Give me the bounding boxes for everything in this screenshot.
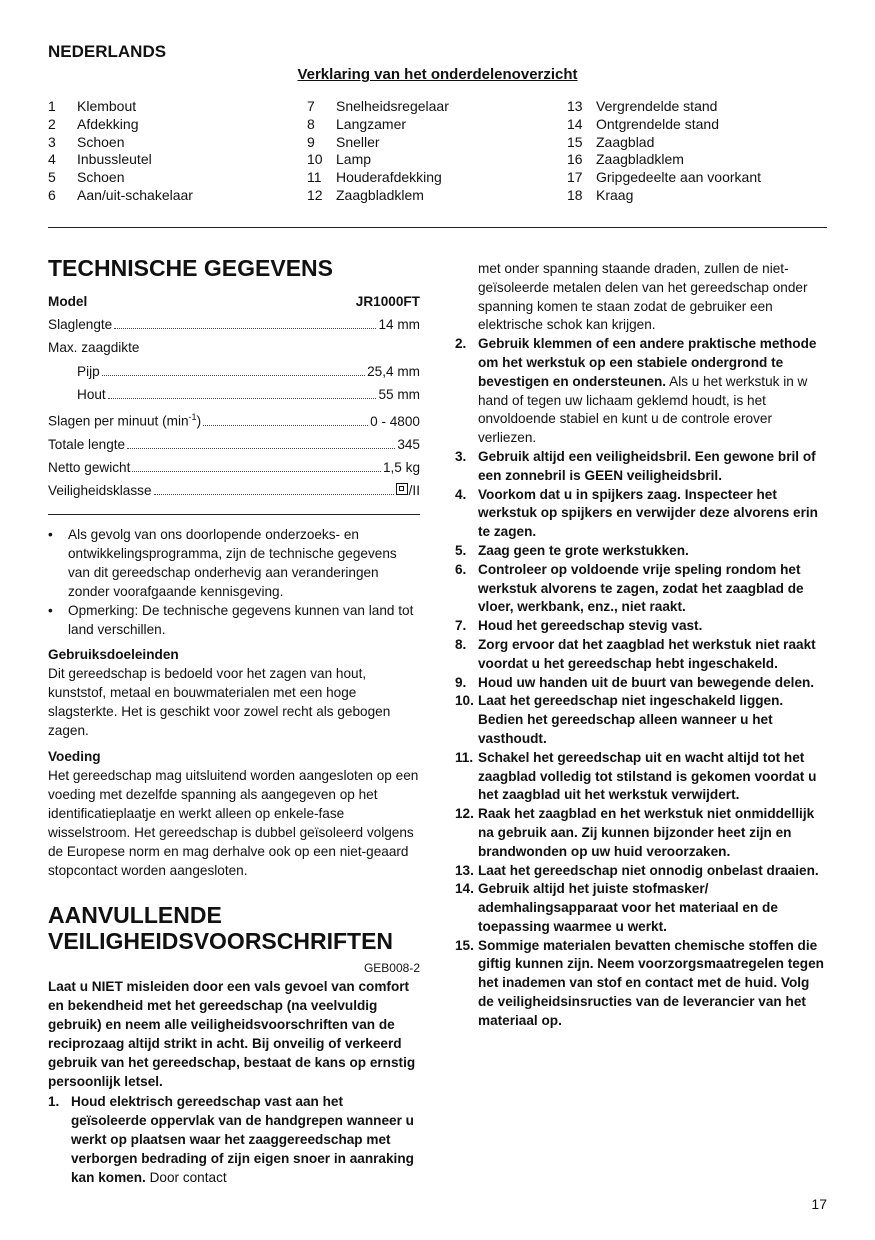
list-item: 14. Gebruik altijd het juiste stofmasker/ ademhalingsapparaat voor het materiaal en de toepassing waarmee u werkt. (455, 881, 778, 934)
parts-row (48, 98, 193, 116)
spec-value: 1,5 kg (382, 459, 420, 475)
list-item: 5. Zaag geen te grote werkstukken. (455, 542, 689, 558)
leader-dots (132, 471, 381, 472)
left-column (48, 255, 420, 1187)
spec-value: JR1000FT (355, 294, 420, 309)
spec-value: 0 - 4800 (370, 413, 420, 429)
spec-row-class (48, 479, 420, 502)
spec-label: Model (48, 294, 88, 309)
parts-column-2 (307, 98, 449, 205)
parts-row (307, 169, 449, 187)
list-item: 7. Houd het gereedschap stevig vast. (455, 618, 703, 634)
parts-row (307, 98, 449, 116)
leader-dots (108, 398, 377, 399)
list-item: • Als gevolg van ons doorlopende onderzoeks- en ontwikkelingsprogramma, zijn de technische gegevens van dit gereedschap onderhevig aan veranderingen zonder voorafgaande kennisgeving. (48, 525, 420, 601)
spec-notes (48, 525, 420, 639)
part-label: Langzamer (336, 115, 407, 132)
leader-dots (203, 425, 368, 426)
list-item: • Opmerking: De technische gegevens kunnen van land tot land verschillen. (48, 601, 420, 639)
part-number: 4 (48, 151, 56, 168)
list-item: 1. Houd elektrisch gereedschap vast aan het geïsoleerde oppervlak van de handgrepen wanneer u werkt op plaatsen waar het zaaggereedschap met verborgen bedrading of zijn eigen snoer in aanraking kan komen. Door contact (48, 1094, 414, 1185)
intended-use-text: Dit gereedschap is bedoeld voor het zagen van hout, kunststof, metaal en bouwmaterialen met een hoge slagsterkte. Het is geschikt voor zowel recht als gebogen zagen. (48, 666, 391, 739)
spec-row-length (48, 433, 420, 456)
part-number: 14 (567, 115, 583, 132)
part-label: Zaagbladklem (596, 151, 684, 168)
part-label: Snelheidsregelaar (336, 98, 449, 114)
list-item: 10. Laat het gereedschap niet ingeschakeld liggen. Bedien het gereedschap alleen wanneer u het vasthoudt. (455, 693, 784, 746)
spec-label: Totale lengte (48, 436, 126, 452)
spec-row-weight (48, 456, 420, 479)
part-label: Zaagbladklem (336, 186, 424, 203)
part-label: Zaagblad (596, 133, 655, 150)
part-number: 13 (567, 98, 583, 114)
list-item: 9. Houd uw handen uit de buurt van bewegende delen. (455, 674, 815, 690)
list-item: 15. Sommige materialen bevatten chemische stoffen die giftig kunnen zijn. Neem voorzorgsmaatregelen tegen het inademen van stof en contact met de huid. Volg de veiligheidsinsructies van de leverancier van het materiaal op. (455, 937, 824, 1028)
parts-column-3 (567, 98, 761, 205)
list-item: 12. Raak het zaagblad en het werkstuk niet onmiddellijk na gebruik aan. Zij kunnen bijzonder heet zijn en brandwonden op uw huid veroorzaken. (455, 806, 815, 859)
right-column (455, 260, 827, 1031)
part-number: 18 (567, 186, 583, 203)
double-insulation-icon (396, 483, 408, 495)
parts-row (567, 116, 761, 134)
parts-row (48, 116, 193, 134)
spec-value: 25,4 mm (367, 363, 420, 379)
part-number: 17 (567, 169, 583, 186)
part-label: Schoen (77, 133, 125, 150)
safety-title: AANVULLENDE VEILIGHEIDSVOORSCHRIFTEN (48, 902, 394, 955)
part-number: 7 (307, 98, 315, 114)
language-heading: NEDERLANDS (48, 42, 167, 61)
part-number: 15 (567, 133, 583, 150)
spec-label: Max. zaagdikte (48, 340, 140, 356)
parts-row (567, 98, 761, 116)
part-label: Houderafdekking (336, 169, 442, 186)
part-number: 6 (48, 186, 56, 203)
part-number: 10 (307, 151, 323, 168)
parts-legend-title: Verklaring van het onderdelenoverzicht (297, 66, 578, 83)
safety-code: GEB008-2 (363, 961, 420, 976)
top-divider (48, 227, 827, 228)
part-label: Aan/uit-schakelaar (77, 186, 193, 203)
part-label: Klembout (77, 98, 137, 114)
part-number: 8 (307, 115, 315, 132)
parts-row (307, 187, 449, 205)
part-number: 1 (48, 98, 56, 114)
spec-label: Hout (77, 386, 106, 402)
list-item: 2. Gebruik klemmen of een andere praktische methode om het werkstuk op een stabiele ondergrond te bevestigen en ondersteunen. Als u het werkstuk in w hand of tegen uw lichaam geklemd houdt, is het onvoldoende stabiel en kunt u de controle erover verliezen. (455, 336, 817, 446)
list-item: 6. Controleer op voldoende vrije speling rondom het werkstuk alvorens te zagen, zodat het zaagblad de vloer, werkbank, enz., niet raakt. (455, 561, 804, 615)
part-number: 2 (48, 115, 56, 132)
spec-row-cut (48, 336, 420, 359)
spec-row-stroke (48, 313, 420, 336)
leader-dots (102, 375, 365, 376)
part-number: 3 (48, 133, 56, 150)
parts-row (307, 151, 449, 169)
safety-list-left (48, 1093, 420, 1187)
parts-row (307, 134, 449, 152)
part-label: Sneller (336, 133, 380, 150)
note-text: Opmerking: De technische gegevens kunnen van land tot land verschillen. (68, 603, 414, 638)
spec-label: Veiligheidsklasse (48, 483, 152, 499)
power-text: Het gereedschap mag uitsluitend worden aangesloten op een voeding met dezelfde spanning als aangegeven op het identificatieplaatje en werkt alleen op enkele-fase wisselstroom. Het gereedschap is dubbel geïsoleerd volgens de Europese norm en mag derhalve ook op een niet-geaard stopcontact worden aangesloten. (48, 768, 419, 879)
part-label: Vergrendelde stand (596, 98, 718, 114)
list-item: 3. Gebruik altijd een veiligheidsbril. Een gewone bril of een zonnebril is GEEN veiligheidsbril. (455, 448, 816, 483)
parts-row (567, 134, 761, 152)
spec-label: Pijp (77, 363, 100, 379)
leader-dots (127, 448, 395, 449)
spec-value: /II (408, 483, 420, 499)
leader-dots (154, 494, 394, 495)
part-label: Lamp (336, 151, 372, 168)
specs-divider (48, 514, 420, 515)
spec-value: 345 (397, 436, 420, 452)
spec-row-model (48, 290, 420, 313)
spec-value: 55 mm (378, 386, 420, 402)
safety-intro: Laat u NIET misleiden door een vals gevoel van comfort en bekendheid met het gereedschap (na veelvuldig gebruik) en neem alle veiligheidsvoorschriften van de reciprozaag altijd strikt in acht. Bij onveilig of verkeerd gebruik van het gereedschap, bestaat de kans op ernstig persoonlijk letsel. (48, 979, 416, 1090)
parts-row (48, 169, 193, 187)
part-number: 5 (48, 169, 56, 186)
parts-row (48, 134, 193, 152)
part-label: Schoen (77, 169, 125, 186)
parts-row (48, 151, 193, 169)
power-heading: Voeding (48, 749, 101, 765)
item1-continuation: met onder spanning staande draden, zullen de niet-geïsoleerde metalen delen van het gereedschap onder spanning komen te staan zodat de gebruiker een elektrische schok kan krijgen. (478, 261, 808, 333)
parts-row (48, 187, 193, 205)
spec-row-spm (48, 406, 420, 433)
parts-column-1 (48, 98, 193, 205)
list-item: 4. Voorkom dat u in spijkers zaag. Inspecteer het werkstuk op spijkers en verwijder deze alvorens erin te zagen. (455, 486, 818, 540)
part-label: Ontgrendelde stand (596, 115, 719, 132)
intended-use-heading: Gebruiksdoeleinden (48, 647, 179, 663)
parts-row (567, 151, 761, 169)
part-number: 9 (307, 133, 315, 150)
spec-row-wood (48, 383, 420, 406)
leader-dots (114, 328, 376, 329)
list-item: 11. Schakel het gereedschap uit en wacht altijd tot het zaagblad volledig tot stilstand is gekomen voordat u het zaagblad uit het werkstuk verwijdert. (455, 749, 817, 803)
list-item: 13. Laat het gereedschap niet onnodig onbelast draaien. (455, 862, 819, 878)
spec-label: Slaglengte (48, 317, 113, 333)
part-label: Inbussleutel (77, 151, 152, 168)
page-number: 17 (811, 1196, 827, 1212)
parts-row (567, 187, 761, 205)
part-label: Gripgedeelte aan voorkant (596, 169, 761, 186)
part-number: 12 (307, 186, 323, 203)
spec-value: 14 mm (378, 317, 420, 333)
safety-list-right (455, 335, 827, 1030)
spec-row-pipe (48, 360, 420, 383)
part-number: 16 (567, 151, 583, 168)
specs-title: TECHNISCHE GEGEVENS (48, 255, 333, 281)
spec-label: Slagen per minuut $(\min^{-1})$ (48, 412, 202, 429)
list-item: 8. Zorg ervoor dat het zaagblad het werkstuk niet raakt voordat u het gereedschap hebt ingeschakeld. (455, 636, 816, 671)
spec-label: Netto gewicht (48, 459, 131, 475)
parts-row (307, 116, 449, 134)
specs-table (48, 290, 420, 502)
part-label: Afdekking (77, 115, 139, 132)
part-number: 11 (307, 169, 322, 186)
note-text: Als gevolg van ons doorlopende onderzoeks- en ontwikkelingsprogramma, zijn de technische gegevens van dit gereedschap onderhevig aan veranderingen zonder voorafgaande kennisgeving. (68, 527, 397, 600)
parts-row (567, 169, 761, 187)
part-label: Kraag (596, 186, 634, 203)
